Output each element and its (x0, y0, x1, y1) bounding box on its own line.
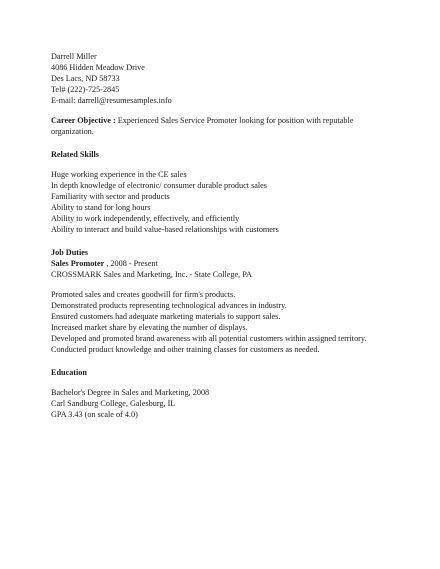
job-role-title: Sales Promoter (51, 259, 105, 268)
duty-item: Demonstrated products representing technological advances in industry. (51, 301, 287, 310)
education-school: Carl Sandburg College, Galesburg, IL (51, 399, 176, 408)
skill-item: In depth knowledge of electronic/ consumer durable product sales (51, 181, 267, 190)
duty-item: Conducted product knowledge and other training classes for customers as needed. (51, 345, 320, 354)
duty-item: Developed and promoted brand awareness with all potential customers within assigned territory. (51, 334, 367, 343)
contact-block (51, 51, 381, 106)
job-role-dates: , 2008 - Present (104, 259, 158, 268)
skills-section (51, 149, 381, 235)
resume-content (51, 51, 381, 420)
duty-item: Promoted sales and creates goodwill for firm's products. (51, 290, 236, 299)
skills-heading: Related Skills (51, 150, 99, 159)
contact-email: E-mail: darrell@resumesamples.info (51, 96, 172, 105)
contact-name: Darrell Miller (51, 52, 97, 61)
skill-item: Ability to interact and build value-based relationships with customers (51, 225, 279, 234)
education-heading: Education (51, 368, 87, 377)
education-degree: Bachelor's Degree in Sales and Marketing, 2008 (51, 388, 210, 397)
duties-heading: Job Duties (51, 248, 89, 257)
skill-item: Huge working experience in the CE sales (51, 170, 187, 179)
job-role (51, 258, 381, 269)
contact-city: Des Lacs, ND 58733 (51, 74, 120, 83)
education-gpa: GPA 3.43 (on scale of 4.0) (51, 410, 138, 419)
contact-phone: Tel# (222)-725-2845 (51, 85, 120, 94)
skill-item: Familiarity with sector and products (51, 192, 170, 201)
skill-item: Ability to stand for long hours (51, 203, 151, 212)
education-section (51, 367, 381, 420)
duties-section (51, 247, 381, 355)
skill-item: Ability to work independently, effectively, and efficiently (51, 214, 240, 223)
career-objective (51, 115, 381, 137)
duty-item: Increased market share by elevating the number of displays. (51, 323, 248, 332)
job-company: CROSSMARK Sales and Marketing, Inc. - State College, PA (51, 270, 252, 279)
career-objective-text: Experienced Sales Service Promoter looking for position with reputable organization. (51, 116, 354, 136)
duty-item: Ensured customers had adequate marketing materials to support sales. (51, 312, 281, 321)
career-objective-label: Career Objective : (51, 116, 116, 125)
contact-address: 4086 Hidden Meadow Drive (51, 63, 145, 72)
